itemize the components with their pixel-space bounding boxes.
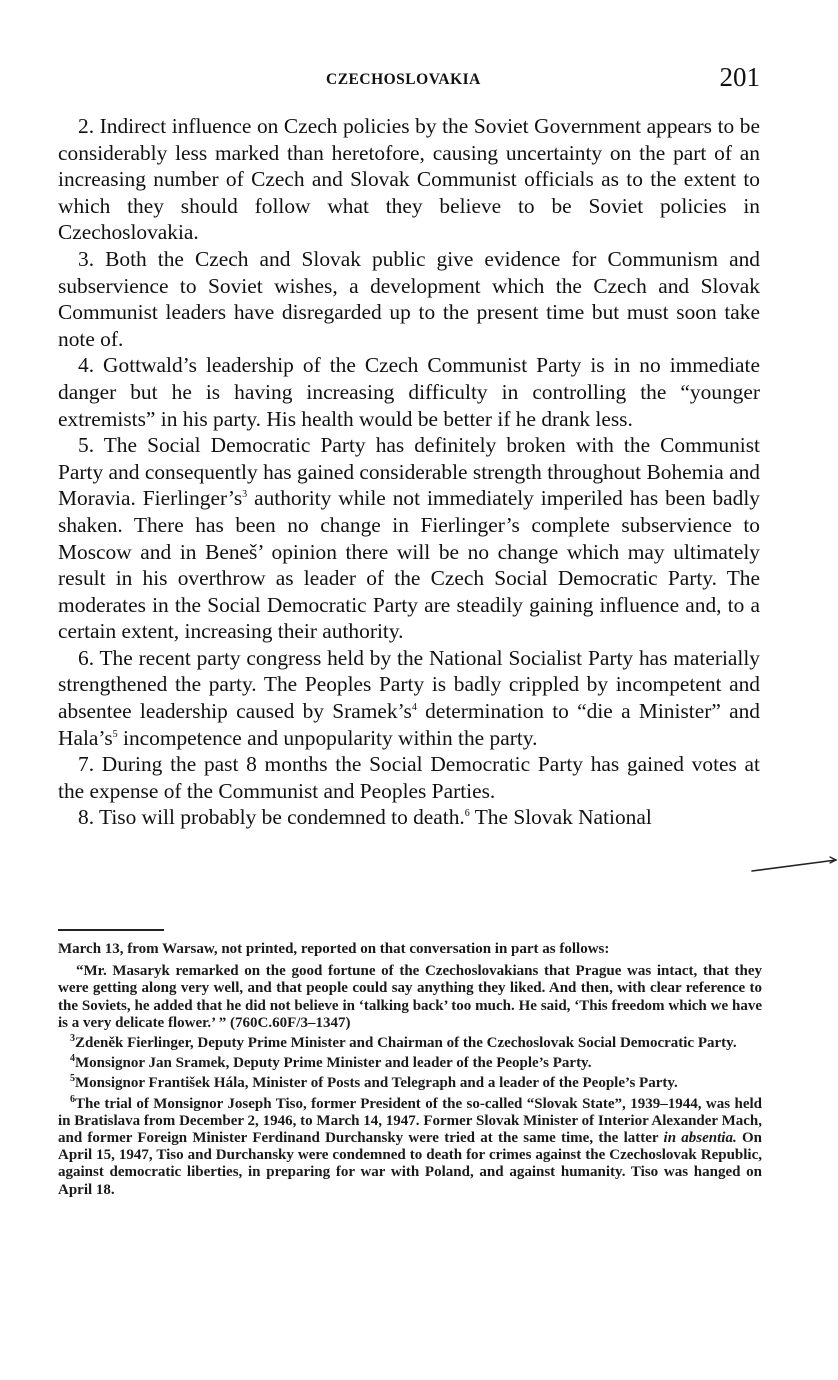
paragraph-3: 3. Both the Czech and Slovak public give evidence for Communism and subservience to Soviet wishes, a development which the Czech and Slovak Communist leaders have disregarded up to the present time but must soon take note of. [58,246,760,351]
paragraph-6-text-c: incompetence and unpopularity within the party. [117,725,538,750]
footnote-4-marker: 4 [70,1053,75,1065]
footnote-ref-4: 4 [411,701,417,713]
paragraph-4: 4. Gottwald’s leadership of the Czech Communist Party is in no immediate danger but he is having increasing difficulty in controlling the “younger extremists” in his party. His health would be better if he drank less. [58,353,760,431]
paragraph-6-text-b: determination to “die a Minister” and Hala’s [58,699,760,750]
body-text [58,113,760,831]
footnote-5 [58,1075,762,1092]
footnote-continuation: March 13, from Warsaw, not printed, reported on that conversation in part as follows: [58,941,610,957]
footnote-6 [58,1093,762,1199]
paragraph-8-text-a: 8. Tiso will probably be condemned to death. [78,805,465,830]
paragraph-6 [58,645,760,751]
footnote-divider [58,929,164,931]
handwritten-margin-mark [750,851,838,877]
footnote-5-text: Monsignor František Hála, Minister of Posts and Telegraph and a leader of the People’s Party. [75,1075,678,1092]
footnote-3 [58,1035,762,1052]
page-header [58,60,760,96]
paragraph-5-text-a: 5. The Social Democratic Party has definitely broken with the Communist Party and consequently has gained considerable strength throughout Bohemia and Moravia. Fierlinger’s [58,433,760,511]
paragraph-6-text-a: 6. The recent party congress held by the National Socialist Party has materially strengthened the party. The Peoples Party is badly crippled by incompetent and absentee leadership caused by Sramek’s [58,645,760,724]
footnote-ref-5: 5 [112,728,118,740]
footnote-5-marker: 5 [70,1073,75,1085]
footnote-ref-3: 3 [242,489,248,501]
footnote-6-text-b: On April 15, 1947, Tiso and Durchansky were condemned to death for crimes against the Czechoslovak Republic, against democratic liberties, in preparing for war with Poland, and against humanity. Tiso was hanged on April 18. [58,1130,762,1198]
paragraph-2: 2. Indirect influence on Czech policies by the Soviet Government appears to be considerably less marked than heretofore, causing uncertainty on the part of an increasing number of Czech and Slovak Communist officials as to the extent to which they should follow what they believe to be Soviet policies in Czechoslovakia. [58,114,760,245]
footnote-3-marker: 3 [70,1033,75,1045]
paragraph-8 [58,804,760,831]
footnote-4-text: Monsignor Jan Sramek, Deputy Prime Minister and leader of the People’s Party. [75,1055,592,1072]
footnote-6-italic: in absentia. [663,1130,737,1147]
footnote-6-marker: 6 [70,1093,75,1105]
footnote-3-text: Zdeněk Fierlinger, Deputy Prime Minister and Chairman of the Czechoslovak Social Democratic Party. [75,1035,737,1052]
paragraph-7: 7. During the past 8 months the Social Democratic Party has gained votes at the expense of the Communist and Peoples Parties. [58,752,760,803]
paragraph-5 [58,432,760,645]
footnote-6-text-a: The trial of Monsignor Joseph Tiso, former President of the so-called “Slovak State”, 1939–1944, was held in Bratislava from December 2, 1946, to March 14, 1947. Former Slovak Minister of Interior Alexander Mach, and former Foreign Minister Ferdinand Durchansky were tried at the same time, the latter [58,1095,762,1147]
footnotes [58,941,762,1202]
paragraph-8-text-b: The Slovak National [469,805,652,830]
running-head: CZECHOSLOVAKIA [326,71,481,88]
footnote-quote: “Mr. Masaryk remarked on the good fortune of the Czechoslovakians that Prague was intact, that they were getting along very well, and that people could say anything they liked. And then, with clear reference to the Soviets, he added that he did not believe in ‘talking back’ too much. He said, ‘This freedom which we have is a very delicate flower.’ ” (760C.60F/3–1347) [58,963,762,1031]
footnote-ref-6: 6 [464,808,470,820]
paragraph-5-text-b: authority while not immediately imperiled has been badly shaken. There has been no change in Fierlinger’s complete subservience to Moscow and in Beneš’ opinion there will be no change which may ultimately result in his overthrow as leader of the Czech Social Democratic Party. The moderates in the Social Democratic Party are steadily gaining influence and, to a certain extent, increasing their authority. [58,486,760,644]
footnote-4 [58,1055,762,1072]
page-number: 201 [719,62,760,92]
